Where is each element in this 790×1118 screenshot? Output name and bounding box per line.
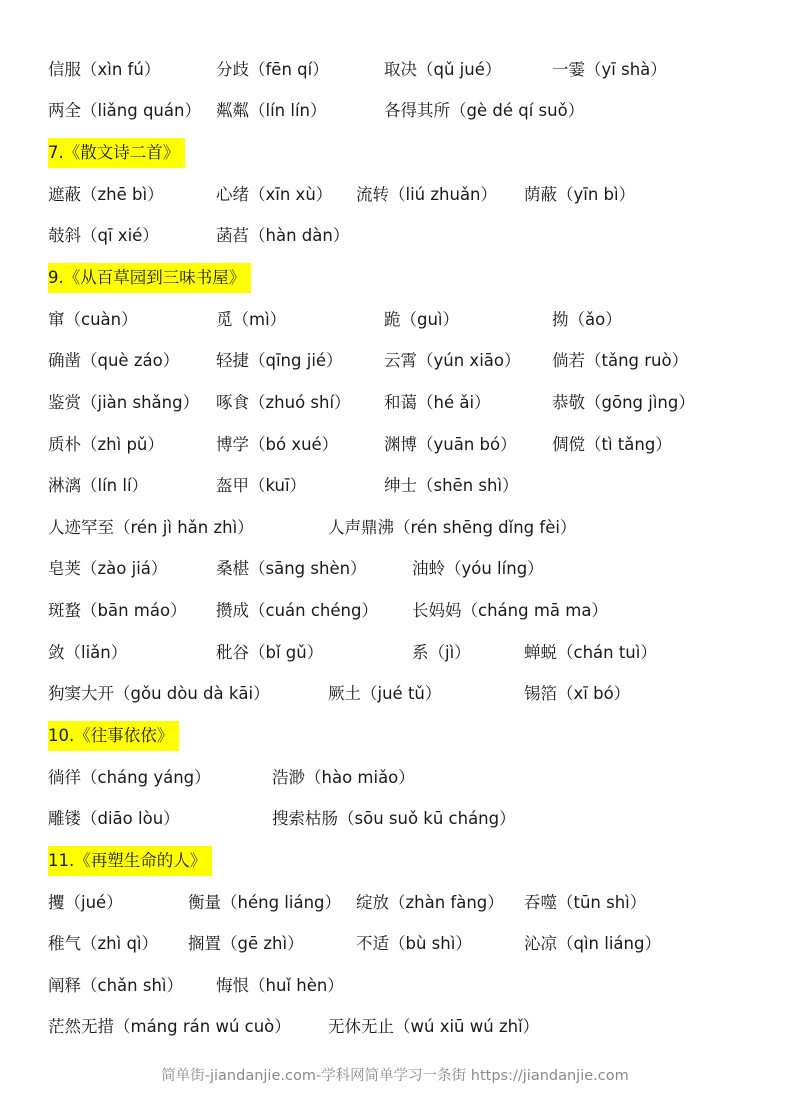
word-row xyxy=(0,471,790,501)
vocab-entry: 拗（ǎo） xyxy=(552,310,622,329)
lesson-heading-row xyxy=(0,138,790,168)
vocab-entry: 茫然无措（máng rán wú cuò） xyxy=(48,1017,291,1036)
vocab-entry: 衡量（héng liáng） xyxy=(188,893,341,912)
word-row xyxy=(0,346,790,376)
vocab-entry: 恭敬（gōng jìng） xyxy=(552,393,695,412)
vocab-entry: 绅士（shēn shì） xyxy=(384,476,519,495)
vocab-entry: 遮蔽（zhē bì） xyxy=(48,185,164,204)
vocab-entry: 轻捷（qīng jié） xyxy=(216,351,343,370)
vocab-entry: 无休无止（wú xiū wú zhǐ） xyxy=(328,1017,540,1036)
vocab-entry: 啄食（zhuó shí） xyxy=(216,393,351,412)
vocab-entry: 攒成（cuán chéng） xyxy=(216,601,378,620)
vocab-entry: 分歧（fēn qí） xyxy=(216,60,329,79)
vocab-entry: 取决（qǔ jué） xyxy=(384,60,502,79)
word-row xyxy=(0,55,790,85)
vocab-entry: 斑蝥（bān máo） xyxy=(48,601,187,620)
word-row xyxy=(0,888,790,918)
lesson-heading: 7.《散文诗二首》 xyxy=(48,138,185,168)
vocab-entry: 人迹罕至（rén jì hǎn zhì） xyxy=(48,518,254,537)
vocab-entry: 搜索枯肠（sōu suǒ kū cháng） xyxy=(272,809,516,828)
lesson-heading: 11.《再塑生命的人》 xyxy=(48,846,212,876)
vocab-entry: 阐释（chǎn shì） xyxy=(48,976,183,995)
vocab-entry: 觅（mì） xyxy=(216,310,287,329)
lesson-heading-row xyxy=(0,263,790,293)
vocab-entry: 敛（liǎn） xyxy=(48,643,128,662)
vocab-entry: 油蛉（yóu líng） xyxy=(412,559,544,578)
word-row xyxy=(0,679,790,709)
word-row xyxy=(0,180,790,210)
vocab-entry: 徜徉（cháng yáng） xyxy=(48,768,211,787)
vocab-entry: 质朴（zhì pǔ） xyxy=(48,435,164,454)
vocab-entry: 菡萏（hàn dàn） xyxy=(216,226,350,245)
vocab-entry: 攲斜（qī xié） xyxy=(48,226,159,245)
vocab-entry: 长妈妈（cháng mā ma） xyxy=(412,601,608,620)
vocab-entry: 搁置（gē zhì） xyxy=(188,934,304,953)
vocab-entry: 厥土（jué tǔ） xyxy=(328,684,442,703)
vocab-entry: 锡箔（xī bó） xyxy=(524,684,631,703)
vocab-entry: 跪（guì） xyxy=(384,310,460,329)
vocab-entry: 绽放（zhàn fàng） xyxy=(356,893,504,912)
vocab-entry: 桑椹（sāng shèn） xyxy=(216,559,367,578)
lesson-heading-row xyxy=(0,721,790,751)
word-row xyxy=(0,513,790,543)
vocab-entry: 淋漓（lín lí） xyxy=(48,476,149,495)
vocab-entry: 信服（xìn fú） xyxy=(48,60,161,79)
vocab-entry: 雕镂（diāo lòu） xyxy=(48,809,180,828)
vocab-entry: 不适（bù shì） xyxy=(356,934,472,953)
vocab-entry: 心绪（xīn xù） xyxy=(216,185,333,204)
vocab-entry: 悔恨（huǐ hèn） xyxy=(216,976,344,995)
word-row xyxy=(0,305,790,335)
word-row xyxy=(0,971,790,1001)
vocab-entry: 一霎（yī shà） xyxy=(552,60,667,79)
vocab-entry: 确凿（què záo） xyxy=(48,351,180,370)
vocab-entry: 和蔼（hé ǎi） xyxy=(384,393,491,412)
vocab-entry: 云霄（yún xiāo） xyxy=(384,351,521,370)
vocab-entry: 狗窦大开（gǒu dòu dà kāi） xyxy=(48,684,270,703)
vocab-entry: 窜（cuàn） xyxy=(48,310,138,329)
word-row xyxy=(0,929,790,959)
word-row xyxy=(0,1012,790,1042)
lesson-heading-row xyxy=(0,846,790,876)
vocab-entry: 渊博（yuān bó） xyxy=(384,435,517,454)
word-row xyxy=(0,596,790,626)
vocab-entry: 蝉蜕（chán tuì） xyxy=(524,643,657,662)
vocab-entry: 各得其所（gè dé qí suǒ） xyxy=(384,101,585,120)
vocab-entry: 沁凉（qìn liáng） xyxy=(524,934,661,953)
vocab-entry: 皂荚（zào jiá） xyxy=(48,559,168,578)
vocab-entry: 两全（liǎng quán） xyxy=(48,101,201,120)
word-row xyxy=(0,221,790,251)
vocab-entry: 系（jì） xyxy=(412,643,471,662)
vocab-entry: 人声鼎沸（rén shēng dǐng fèi） xyxy=(328,518,577,537)
lesson-heading: 9.《从百草园到三味书屋》 xyxy=(48,263,251,293)
footer-watermark: 简单街-jiandanjie.com-学科网简单学习一条街 https://jiandanjie.com xyxy=(161,1068,629,1084)
vocab-entry: 秕谷（bǐ gǔ） xyxy=(216,643,324,662)
vocab-entry: 流转（liú zhuǎn） xyxy=(356,185,498,204)
vocab-entry: 博学（bó xué） xyxy=(216,435,339,454)
lesson-heading: 10.《往事依依》 xyxy=(48,721,179,751)
vocab-entry: 浩渺（hào miǎo） xyxy=(272,768,415,787)
word-row xyxy=(0,763,790,793)
word-row xyxy=(0,804,790,834)
vocab-entry: 稚气（zhì qì） xyxy=(48,934,159,953)
vocab-entry: 粼粼（lín lín） xyxy=(216,101,327,120)
vocab-entry: 吞噬（tūn shì） xyxy=(524,893,647,912)
vocab-entry: 倜傥（tì tǎng） xyxy=(552,435,672,454)
word-row xyxy=(0,638,790,668)
word-row xyxy=(0,430,790,460)
vocab-entry: 鉴赏（jiàn shǎng） xyxy=(48,393,200,412)
vocab-entry: 攫（jué） xyxy=(48,893,123,912)
word-row xyxy=(0,554,790,584)
word-row xyxy=(0,388,790,418)
vocab-entry: 倘若（tǎng ruò） xyxy=(552,351,689,370)
vocab-entry: 盔甲（kuī） xyxy=(216,476,307,495)
word-row xyxy=(0,96,790,126)
vocab-entry: 荫蔽（yīn bì） xyxy=(524,185,636,204)
